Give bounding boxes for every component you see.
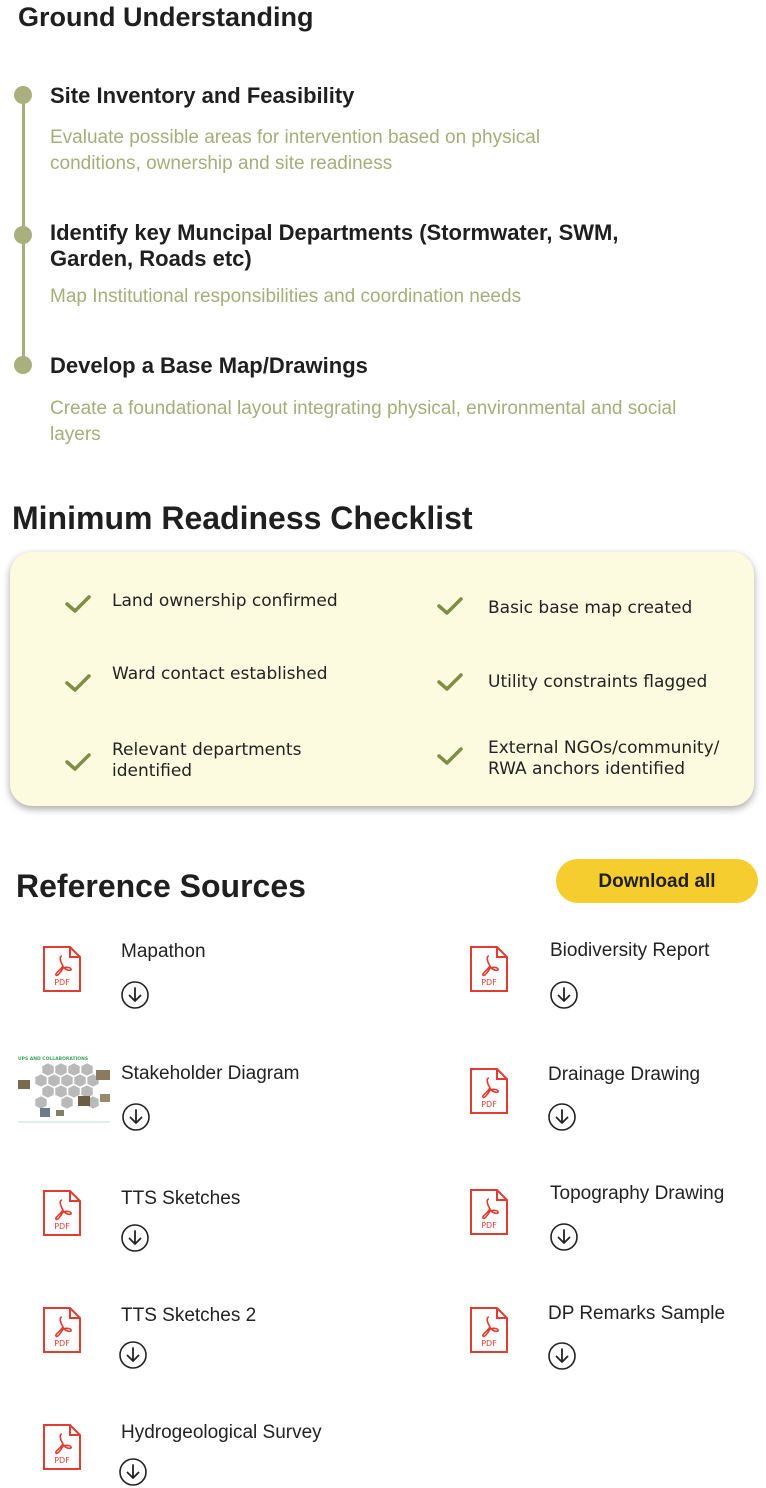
download-icon[interactable]: [121, 1102, 151, 1132]
check-icon: [64, 673, 92, 693]
download-icon[interactable]: [120, 980, 150, 1010]
download-icon[interactable]: [547, 1341, 577, 1371]
pdf-icon: [42, 1306, 82, 1354]
check-icon: [64, 594, 92, 614]
source-name[interactable]: TTS Sketches: [121, 1188, 241, 1209]
download-icon[interactable]: [549, 1222, 579, 1252]
timeline-dot: [14, 356, 32, 374]
download-icon[interactable]: [547, 1102, 577, 1132]
pdf-label: PDF: [54, 978, 70, 987]
source-name[interactable]: Drainage Drawing: [548, 1064, 701, 1085]
pdf-label: PDF: [54, 1222, 70, 1231]
pdf-icon: [469, 1306, 509, 1354]
checklist-item: Basic base map created: [488, 598, 693, 618]
section-title-checklist: Minimum Readiness Checklist: [12, 500, 473, 536]
source-name[interactable]: Topography Drawing: [550, 1183, 725, 1204]
step-title: Develop a Base Map/Drawings: [50, 353, 368, 378]
checklist-item: External NGOs/community/ RWA anchors identified: [488, 738, 720, 779]
source-name[interactable]: Stakeholder Diagram: [121, 1063, 300, 1084]
check-icon: [64, 752, 92, 772]
download-icon[interactable]: [118, 1340, 148, 1370]
source-name[interactable]: Biodiversity Report: [550, 940, 710, 961]
pdf-icon: [469, 945, 509, 993]
checklist-item: Ward contact established: [112, 664, 328, 684]
pdf-icon: [42, 1423, 82, 1471]
pdf-label: PDF: [54, 1456, 70, 1465]
pdf-label: PDF: [481, 1100, 497, 1109]
source-name[interactable]: Hydrogeological Survey: [121, 1422, 322, 1443]
check-icon: [436, 596, 464, 616]
pdf-icon: [42, 945, 82, 993]
pdf-label: PDF: [54, 1339, 70, 1348]
download-icon[interactable]: [549, 980, 579, 1010]
step-description: Evaluate possible areas for intervention based on physical conditions, ownership and site readiness: [50, 127, 541, 174]
step-description: Map Institutional responsibilities and coordination needs: [50, 286, 522, 307]
stakeholder-diagram-thumbnail: [16, 1054, 112, 1124]
section-title-ground-understanding: Ground Understanding: [18, 2, 314, 32]
step-description: Create a foundational layout integrating physical, environmental and social layers: [50, 398, 677, 445]
timeline-dot: [14, 226, 32, 244]
download-icon[interactable]: [120, 1223, 150, 1253]
checklist-item: Land ownership confirmed: [112, 591, 338, 611]
checklist-item: Utility constraints flagged: [488, 672, 708, 692]
source-name[interactable]: Mapathon: [121, 941, 206, 962]
download-icon[interactable]: [118, 1457, 148, 1487]
source-name[interactable]: TTS Sketches 2: [121, 1305, 257, 1326]
pdf-icon: [469, 1067, 509, 1115]
check-icon: [436, 746, 464, 766]
pdf-icon: [469, 1188, 509, 1236]
section-title-reference-sources: Reference Sources: [16, 868, 306, 904]
download-all-button[interactable]: Download all: [556, 859, 758, 903]
pdf-label: PDF: [481, 1221, 497, 1230]
step-title: Site Inventory and Feasibility: [50, 83, 355, 108]
pdf-label: PDF: [481, 1339, 497, 1348]
source-name[interactable]: DP Remarks Sample: [548, 1303, 726, 1324]
thumbnail-caption: UPS AND COLLABORATIONS: [18, 1057, 89, 1062]
check-icon: [436, 672, 464, 692]
checklist-item: Relevant departments identified: [112, 740, 302, 781]
step-title: Identify key Muncipal Departments (Stormwater, SWM, Garden, Roads etc): [50, 220, 619, 271]
timeline-dot: [14, 86, 32, 104]
pdf-icon: [42, 1189, 82, 1237]
pdf-label: PDF: [481, 978, 497, 987]
